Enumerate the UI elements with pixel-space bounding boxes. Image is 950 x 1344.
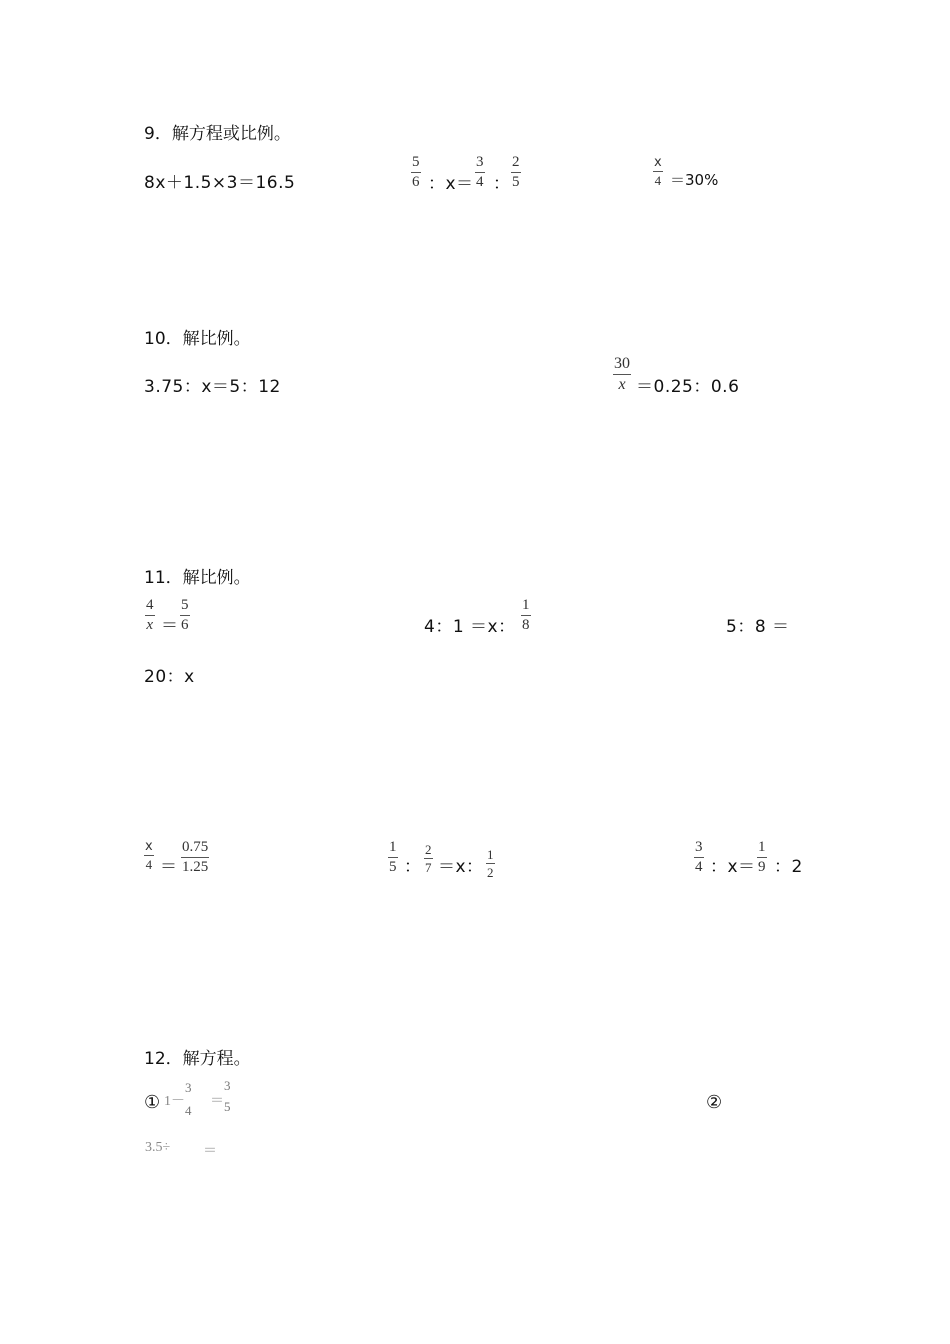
fraction: x 4: [145, 839, 153, 872]
fraction: x 4: [654, 155, 662, 188]
fraction: 3 5: [224, 1078, 231, 1114]
fraction: 3 4: [695, 839, 703, 875]
fraction: 5 6: [181, 597, 189, 633]
q10-title: 10．解比例。: [144, 329, 251, 349]
q12-title: 12．解方程。: [144, 1049, 251, 1069]
circled-number-1: ①: [144, 1092, 161, 1113]
fraction: 1 2: [487, 847, 494, 880]
q11-equation-3-part2: 20：x: [144, 667, 195, 687]
fraction: 2 7: [425, 842, 432, 875]
fraction: 4 x: [146, 597, 154, 633]
q10-equation-1: 3.75：x＝5：12: [144, 377, 281, 397]
fraction: 2 5: [512, 154, 520, 190]
fraction: 1 9: [758, 839, 766, 875]
q11-title: 11．解比例。: [144, 568, 251, 588]
fraction: 3 4: [476, 154, 484, 190]
q11-equation-3-part1: 5：8 ＝: [726, 617, 790, 637]
q9-equation-1: 8x＋1.5×3＝16.5: [144, 173, 296, 193]
q9-title: 9．解方程或比例。: [144, 124, 291, 144]
circled-number-2: ②: [706, 1092, 723, 1113]
fraction: 30 x: [614, 355, 630, 393]
fraction: 0.75 1.25: [182, 839, 209, 875]
fraction: 1 5: [389, 839, 397, 875]
fraction: 5 6: [412, 154, 420, 190]
fraction: 1 8: [522, 597, 530, 633]
fraction: 3 4: [185, 1080, 192, 1118]
